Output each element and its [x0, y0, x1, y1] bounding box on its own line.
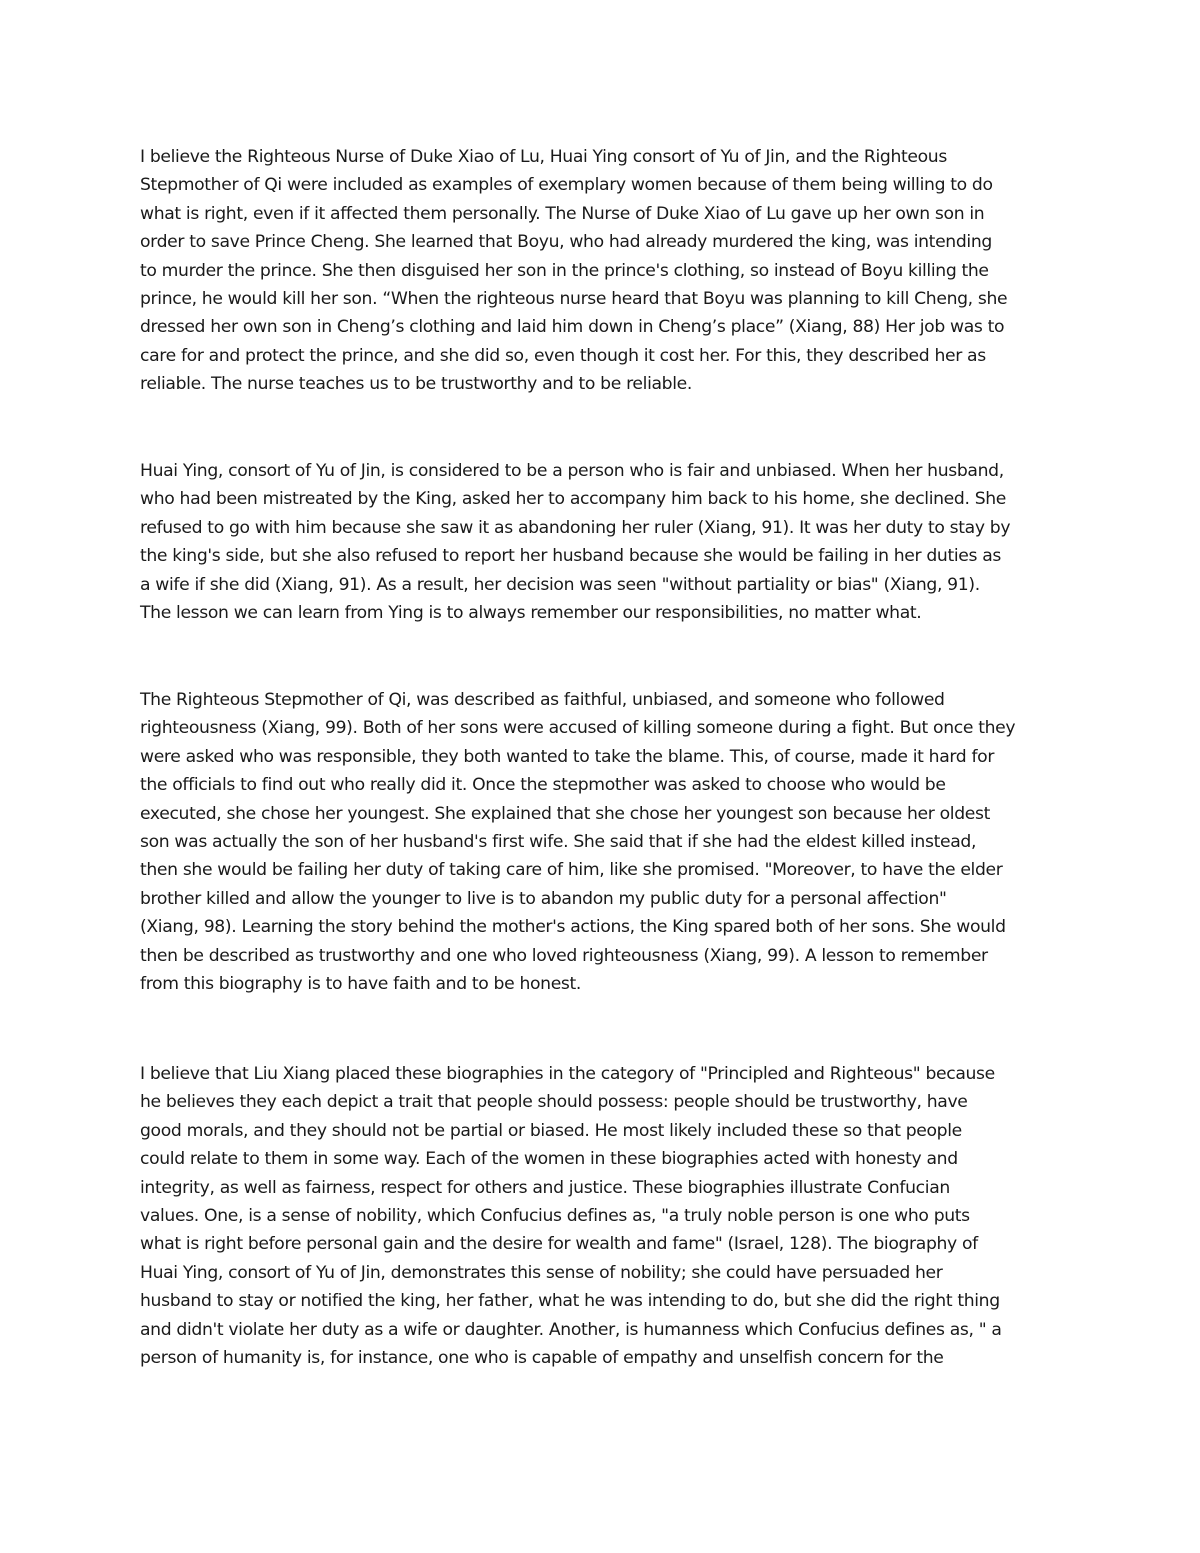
text-line: what is right before personal gain and the desire for wealth and fame" (Israel, 128). The biography of	[140, 1234, 978, 1255]
text-line: then be described as trustworthy and one who loved righteousness (Xiang, 99). A lesson to remember	[140, 945, 988, 966]
text-line: order to save Prince Cheng. She learned that Boyu, who had already murdered the king, was intending	[140, 232, 992, 253]
text-line: then she would be failing her duty of taking care of him, like she promised. "Moreover, to have the elder	[140, 860, 1003, 881]
text-line: the officials to find out who really did it. Once the stepmother was asked to choose who would be	[140, 775, 946, 796]
text-line: Huai Ying, consort of Yu of Jin, demonstrates this sense of nobility; she could have persuaded her	[140, 1262, 943, 1283]
text-line: from this biography is to have faith and to be honest.	[140, 974, 582, 995]
text-line: who had been mistreated by the King, asked her to accompany him back to his home, she declined. She	[140, 489, 1007, 510]
text-line: could relate to them in some way. Each of the women in these biographies acted with honesty and	[140, 1149, 958, 1170]
paragraph-1	[140, 143, 1070, 399]
text-line: and didn't violate her duty as a wife or daughter. Another, is humanness which Confucius defines as, " a	[140, 1319, 1002, 1340]
text-line: Huai Ying, consort of Yu of Jin, is considered to be a person who is fair and unbiased. When her husband,	[140, 461, 1004, 481]
text-line: refused to go with him because she saw it as abandoning her ruler (Xiang, 91). It was her duty to stay by	[140, 517, 1011, 538]
paragraph-4	[140, 1060, 1070, 1372]
text-line: The Righteous Stepmother of Qi, was described as faithful, unbiased, and someone who followed	[140, 690, 945, 710]
text-line: were asked who was responsible, they both wanted to take the blame. This, of course, made it hard for	[140, 746, 995, 767]
text-line: reliable. The nurse teaches us to be trustworthy and to be reliable.	[140, 374, 692, 395]
text-line: (Xiang, 98). Learning the story behind the mother's actions, the King spared both of her sons. She would	[140, 917, 1006, 938]
text-line: righteousness (Xiang, 99). Both of her sons were accused of killing someone during a fight. But once they	[140, 718, 1016, 739]
text-line: what is right, even if it affected them personally. The Nurse of Duke Xiao of Lu gave up her own son in	[140, 203, 985, 224]
text-line: prince, he would kill her son. “When the righteous nurse heard that Boyu was planning to kill Cheng, she	[140, 289, 1008, 310]
text-line: I believe the Righteous Nurse of Duke Xiao of Lu, Huai Ying consort of Yu of Jin, and the Righteous	[140, 147, 947, 167]
text-line: to murder the prince. She then disguised her son in the prince's clothing, so instead of Boyu killing the	[140, 260, 989, 281]
text-line: the king's side, but she also refused to report her husband because she would be failing in her duties as	[140, 546, 1002, 567]
paragraph-2	[140, 457, 1070, 627]
text-line: person of humanity is, for instance, one who is capable of empathy and unselfish concern for the	[140, 1348, 944, 1369]
text-line: I believe that Liu Xiang placed these biographies in the category of "Principled and Righteous" because	[140, 1064, 995, 1084]
text-line: husband to stay or notified the king, her father, what he was intending to do, but she did the right thing	[140, 1291, 1000, 1312]
paragraph-3	[140, 686, 1070, 998]
text-line: brother killed and allow the younger to live is to abandon my public duty for a personal affection"	[140, 888, 947, 909]
text-line: integrity, as well as fairness, respect for others and justice. These biographies illustrate Confucian	[140, 1177, 950, 1198]
text-line: he believes they each depict a trait that people should possess: people should be trustworthy, have	[140, 1092, 968, 1113]
text-line: care for and protect the prince, and she did so, even though it cost her. For this, they described her as	[140, 345, 986, 366]
text-line: son was actually the son of her husband's first wife. She said that if she had the eldest killed instead,	[140, 832, 977, 853]
text-line: a wife if she did (Xiang, 91). As a result, her decision was seen "without partiality or bias" (Xiang, 91).	[140, 574, 980, 595]
text-line: Stepmother of Qi were included as examples of exemplary women because of them being willing to do	[140, 175, 993, 196]
text-line: dressed her own son in Cheng’s clothing and laid him down in Cheng’s place” (Xiang, 88) Her job was to	[140, 317, 1005, 338]
text-line: good morals, and they should not be partial or biased. He most likely included these so that people	[140, 1120, 962, 1141]
text-line: values. One, is a sense of nobility, which Confucius defines as, "a truly noble person is one who puts	[140, 1206, 970, 1227]
text-line: executed, she chose her youngest. She explained that she chose her youngest son because her oldest	[140, 803, 990, 824]
text-line: The lesson we can learn from Ying is to always remember our responsibilities, no matter what.	[140, 603, 922, 624]
